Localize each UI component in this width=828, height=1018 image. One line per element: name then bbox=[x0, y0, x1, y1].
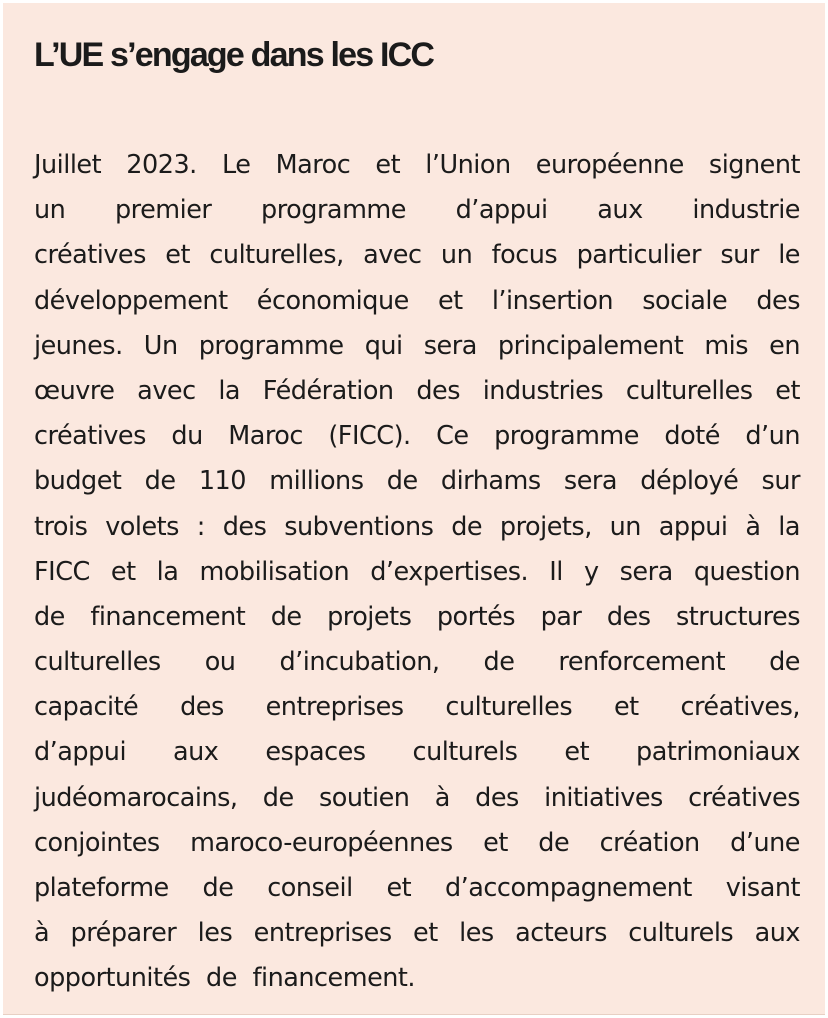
body-line: œuvre avec la Fédération des industries culturelles et bbox=[34, 375, 800, 406]
body-line: à préparer les entreprises et les acteurs culturels aux bbox=[34, 918, 800, 949]
body-line: FICC et la mobilisation d’expertises. Il y sera question bbox=[34, 556, 800, 587]
body-line: un premier programme d’appui aux industrie bbox=[34, 195, 800, 226]
article-title: L’UE s’engage dans les ICC bbox=[34, 36, 434, 74]
body-line: trois volets : des subventions de projets, un appui à la bbox=[34, 511, 800, 542]
body-line: plateforme de conseil et d’accompagnement visant bbox=[34, 873, 800, 903]
body-line: Juillet 2023. Le Maroc et l’Union européenne signent bbox=[34, 150, 800, 180]
body-line: créatives du Maroc (FICC). Ce programme doté d’un bbox=[34, 421, 800, 452]
body-line: judéomarocains, de soutien à des initiatives créatives bbox=[34, 782, 800, 813]
body-line: développement économique et l’insertion sociale des bbox=[34, 285, 800, 316]
body-line: conjointes maroco-européennes et de création d’une bbox=[34, 827, 800, 858]
body-line: créatives et culturelles, avec un focus particulier sur le bbox=[34, 240, 800, 271]
article-box bbox=[3, 3, 825, 1015]
body-line: capacité des entreprises culturelles et créatives, bbox=[34, 692, 800, 723]
body-line: d’appui aux espaces culturels et patrimoniaux bbox=[34, 737, 800, 768]
body-line-last: opportunités de financement. bbox=[34, 963, 416, 994]
body-line: budget de 110 millions de dirhams sera déployé sur bbox=[34, 466, 800, 497]
body-line: de financement de projets portés par des structures bbox=[34, 601, 800, 632]
body-line: jeunes. Un programme qui sera principalement mis en bbox=[34, 330, 800, 361]
body-line: culturelles ou d’incubation, de renforcement de bbox=[34, 647, 800, 678]
article-body bbox=[34, 143, 800, 1002]
